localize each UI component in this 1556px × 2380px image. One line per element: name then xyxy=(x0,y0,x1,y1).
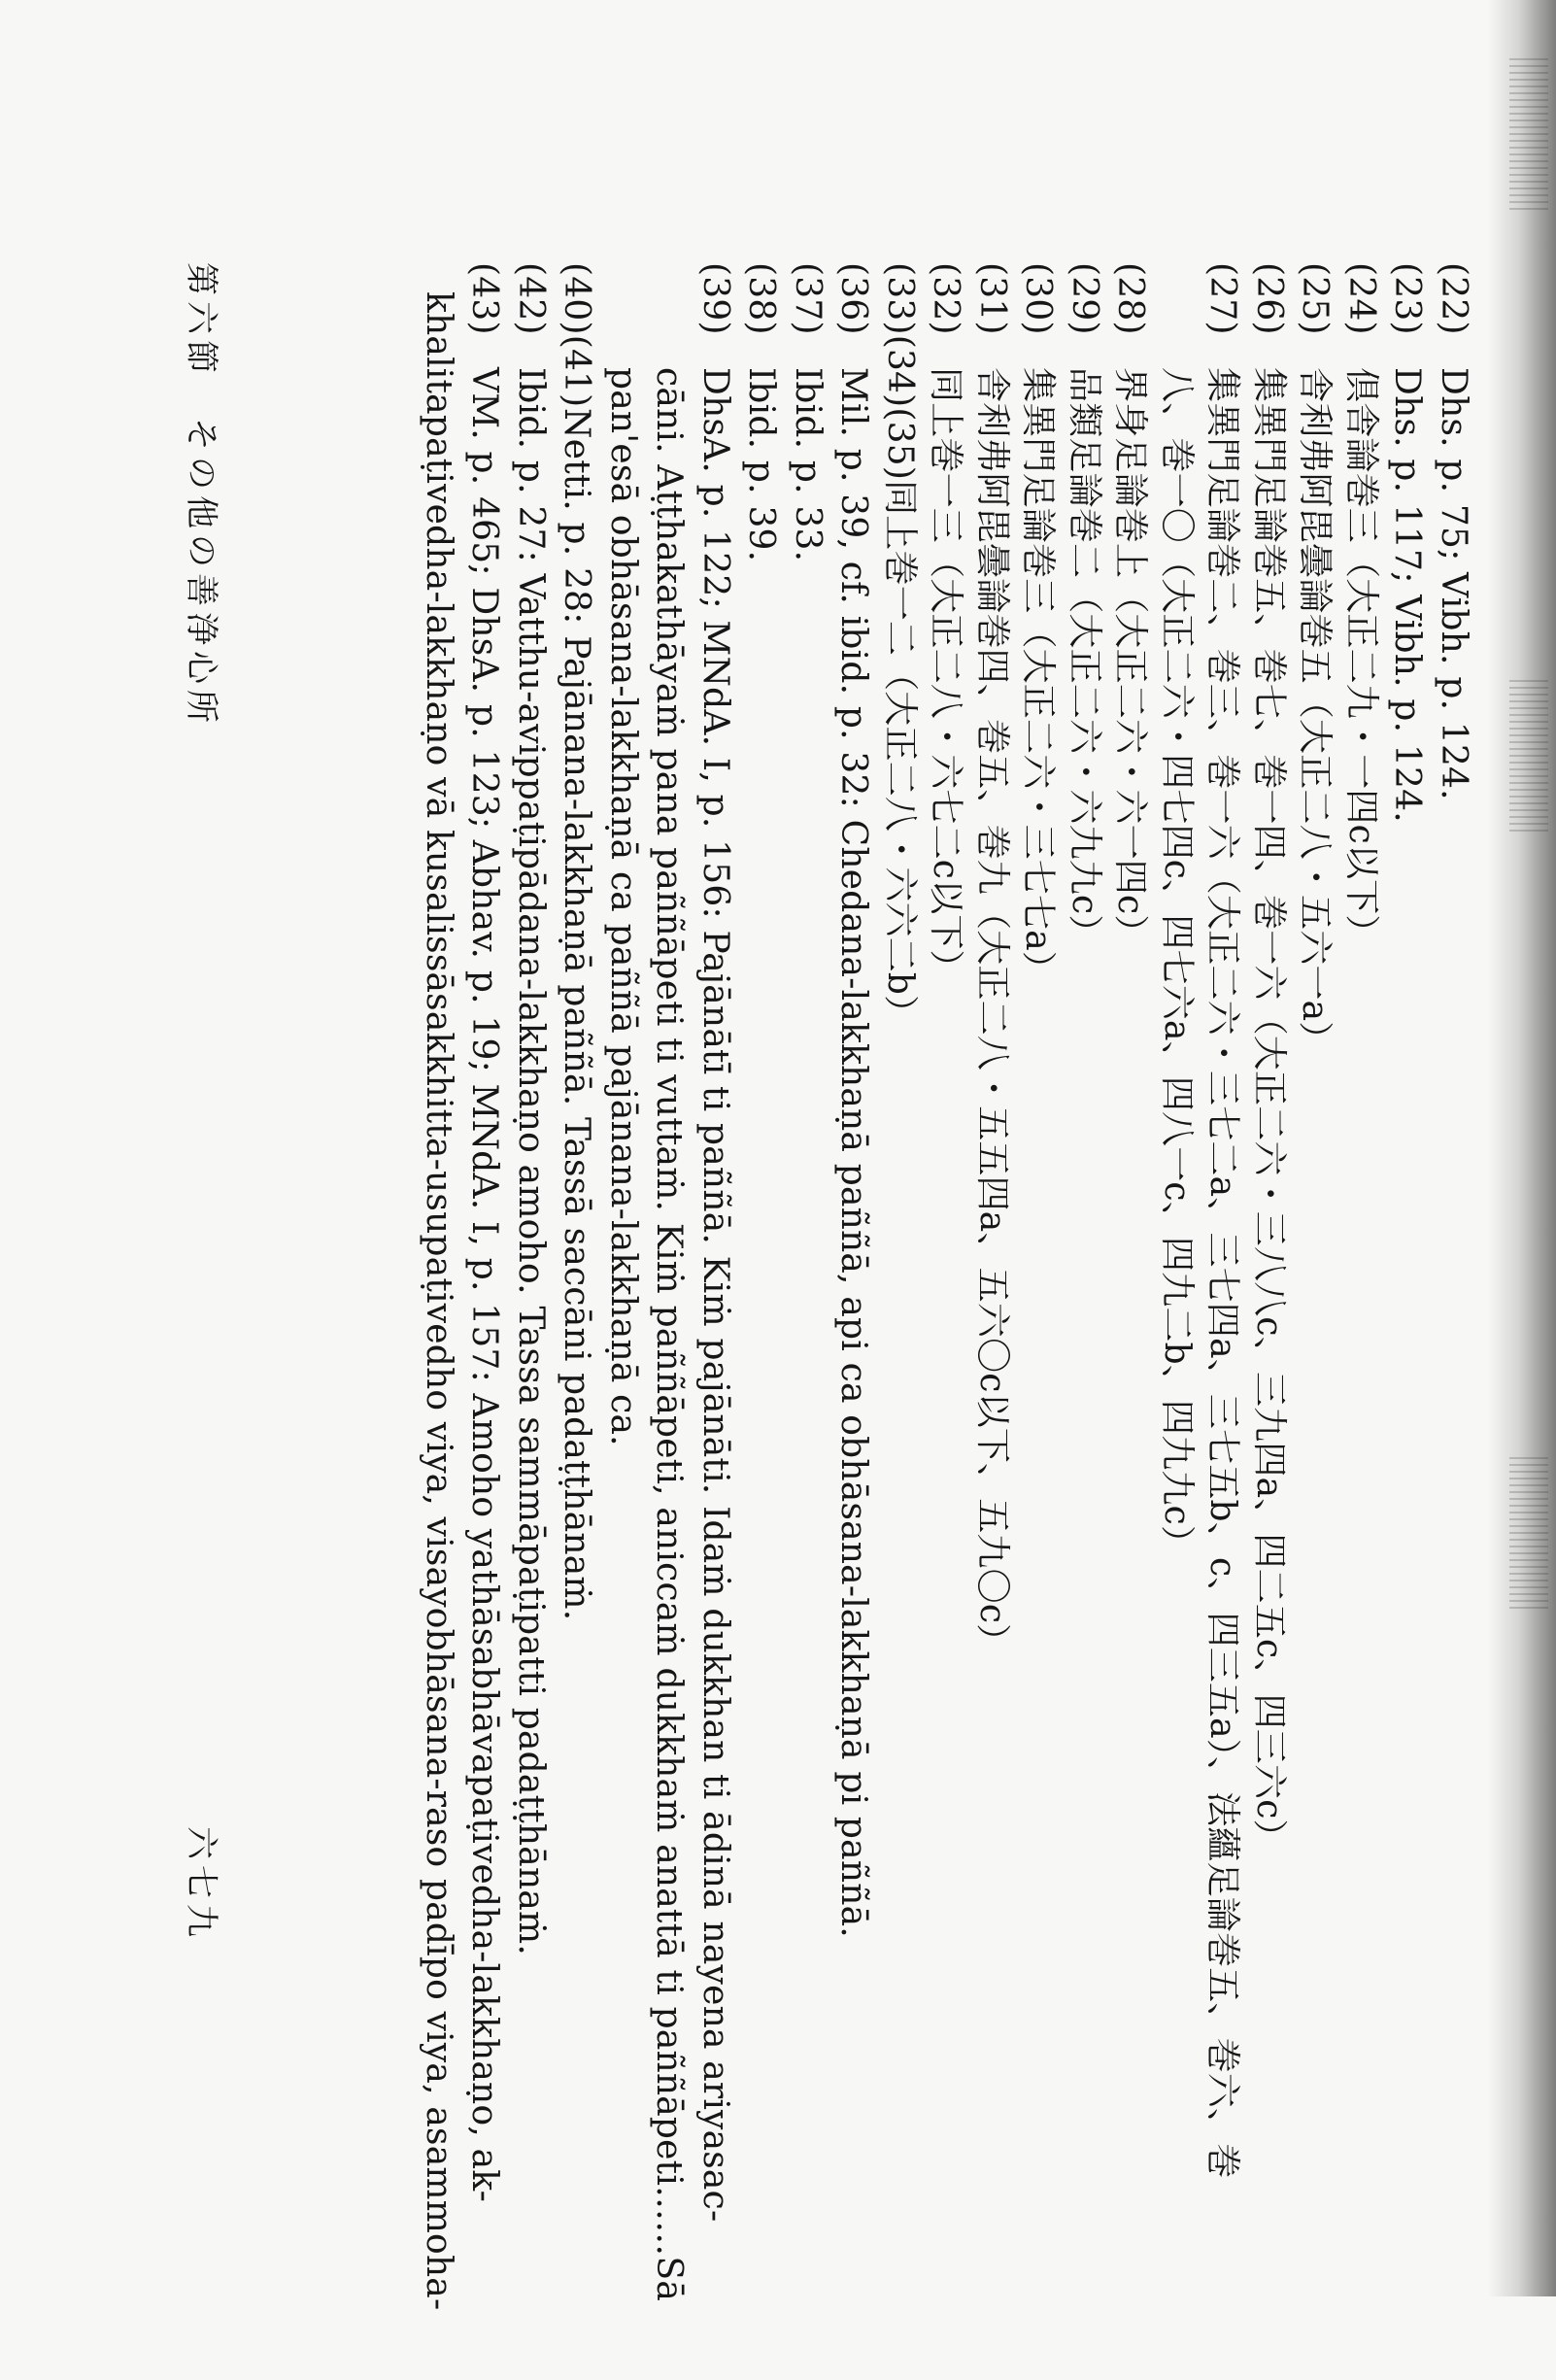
footnote-number: (37) xyxy=(788,262,828,335)
footnote-number: (26) xyxy=(1249,262,1289,335)
footnote-text: 集異門足論巻三（大正二六・三七七a） xyxy=(1018,367,1059,987)
footnote-text: DhsA. p. 122; MNdA. I, p. 156: Pajānātī ti paññā. Kiṁ pajānāti. Idaṁ dukkhan ti ādinā nayena ariyasac- xyxy=(695,367,735,2223)
rotated-page xyxy=(78,262,1476,2380)
footnote xyxy=(1015,262,1062,2380)
footnote xyxy=(1292,262,1338,2380)
footnote-text: 倶舎論巻三（大正二九・一四c以下） xyxy=(1341,367,1381,950)
scan-edge-noise xyxy=(1509,1457,1548,1613)
footnote xyxy=(785,262,831,2380)
footnote-text: cāni. Aṭṭhakathāyaṁ pana paññāpeti ti vuttaṁ. Kiṁ paññāpeti, aniccaṁ dukkhaṁ anattā ti paññāpeti……Sā xyxy=(649,367,690,2301)
footnote-continuation xyxy=(416,262,462,2380)
footnote-number: (28) xyxy=(1110,262,1151,335)
footnote-text: 集異門足論巻二、巻三、巻一六（大正二六・三七二a、三七四a、三七五b、c、四三五a）、法蘊足論巻五、巻六、巻 xyxy=(1202,367,1243,2179)
footnote-number: (25) xyxy=(1295,262,1336,335)
footnote-text: 八、巻一〇（大正二六・四七四c、四七六a、四八一c、四九二b、四九九c） xyxy=(1157,367,1197,1561)
page-number: 六七九 xyxy=(182,1826,220,1943)
footnote-text: 界身足論巻上（大正二六・六一四c） xyxy=(1110,367,1151,950)
footnote xyxy=(877,262,924,2380)
footnote xyxy=(693,262,739,2380)
footnote-number: (30) xyxy=(1018,262,1059,335)
footnote xyxy=(969,262,1016,2380)
footnote-text: 舎利弗阿毘曇論巻五（大正二八・五六一a） xyxy=(1295,367,1336,1057)
footnote xyxy=(554,262,600,2380)
footnote-continuation xyxy=(1154,262,1201,2380)
footnote-text: Dhs. p. 75; Vibh. p. 124. xyxy=(1434,367,1473,800)
footnote xyxy=(830,262,877,2380)
footnote xyxy=(1107,262,1154,2380)
footnote-text: Mil. p. 39, cf. ibid. p. 32: Chedana-lakkhaṇā paññā, api ca obhāsana-lakkhaṇā pi paññā. xyxy=(833,367,874,1938)
page-footer xyxy=(170,262,228,2380)
footnote-text: 同上巻一三（大正二八・六七二c以下） xyxy=(926,367,966,985)
footnote-number: (40)(41) xyxy=(557,262,597,408)
footnotes-list xyxy=(416,262,1477,2380)
footnote-text: VM. p. 465; DhsA. p. 123; Abhav. p. 19; MNdA. I, p. 157: Amoho yathāsabhāvapaṭivedha-lakkhaṇo, ak- xyxy=(464,367,505,2203)
footnote-text: pan'esā obhāsana-lakkhaṇā ca paññā pajānana-lakkhaṇā ca. xyxy=(603,367,643,1446)
footnote-continuation xyxy=(600,262,647,2380)
footnote-number: (39) xyxy=(695,262,735,335)
scan-edge-noise xyxy=(1509,58,1548,214)
footnote xyxy=(1062,262,1108,2380)
footnote-text: Ibid. p. 33. xyxy=(788,367,828,562)
footnote-text: 集異門足論巻五、巻七、巻一四、巻一六（大正二六・三八八c、三九四a、四二五c、四三六c） xyxy=(1249,367,1289,1854)
footnote-number: (29) xyxy=(1065,262,1104,335)
footnote-text: Netti. p. 28: Pajānana-lakkhaṇā paññā. Tassā saccāni padaṭṭhānaṁ. xyxy=(557,408,597,1621)
footnote-number: (27) xyxy=(1202,262,1243,335)
section-title: 第六節 その他の善浄心所 xyxy=(182,262,220,729)
footnote xyxy=(1246,262,1293,2380)
footnote xyxy=(1384,262,1431,2380)
scan-edge-noise xyxy=(1509,680,1548,835)
footnote-number: (32) xyxy=(926,262,966,335)
footnote-number: (22) xyxy=(1434,262,1473,335)
footnote-number: (36) xyxy=(833,262,874,335)
footnote xyxy=(1431,262,1477,2380)
footnote-number: (31) xyxy=(972,262,1012,335)
footnote-number: (33)(34)(35) xyxy=(880,262,920,481)
footnote-text: 同上巻一二（大正二八・六六二b） xyxy=(880,480,920,1031)
footnote-text: 舎利弗阿毘曇論巻四、巻五、巻九（大正二八・五五四a、五六〇c以下、五九〇c） xyxy=(972,367,1012,1659)
footnote-number: (42) xyxy=(511,262,551,335)
footnote-text: khalitapaṭivedha-lakkhaṇo vā kusalissāsakkhitta-usupaṭivedho viya, visayobhāsana-raso padīpo viya, asammoha- xyxy=(419,291,458,2311)
footnote-text: Dhs. p. 117; Vibh. p. 124. xyxy=(1387,367,1428,823)
footnote xyxy=(738,262,785,2380)
footnote-number: (38) xyxy=(741,262,782,335)
scan-edge-shadow xyxy=(1488,0,1556,2296)
footnote xyxy=(461,262,508,2380)
footnote xyxy=(508,262,555,2380)
footnote xyxy=(923,262,969,2380)
footnote xyxy=(1200,262,1246,2380)
footnote-text: Ibid. p. 27: Vatthu-avippaṭipādana-lakkhaṇo amoho. Tassa sammāpaṭipatti padaṭṭhānaṁ. xyxy=(511,367,551,1955)
footnote xyxy=(1338,262,1385,2380)
footnote-number: (43) xyxy=(464,262,505,335)
footnote-text: Ibid. p. 39. xyxy=(741,367,782,562)
footnote-continuation xyxy=(646,262,693,2380)
footnote-text: 品類足論巻二（大正二六・六九九c） xyxy=(1065,367,1104,950)
footnote-number: (24) xyxy=(1341,262,1381,335)
footnote-number: (23) xyxy=(1387,262,1428,335)
